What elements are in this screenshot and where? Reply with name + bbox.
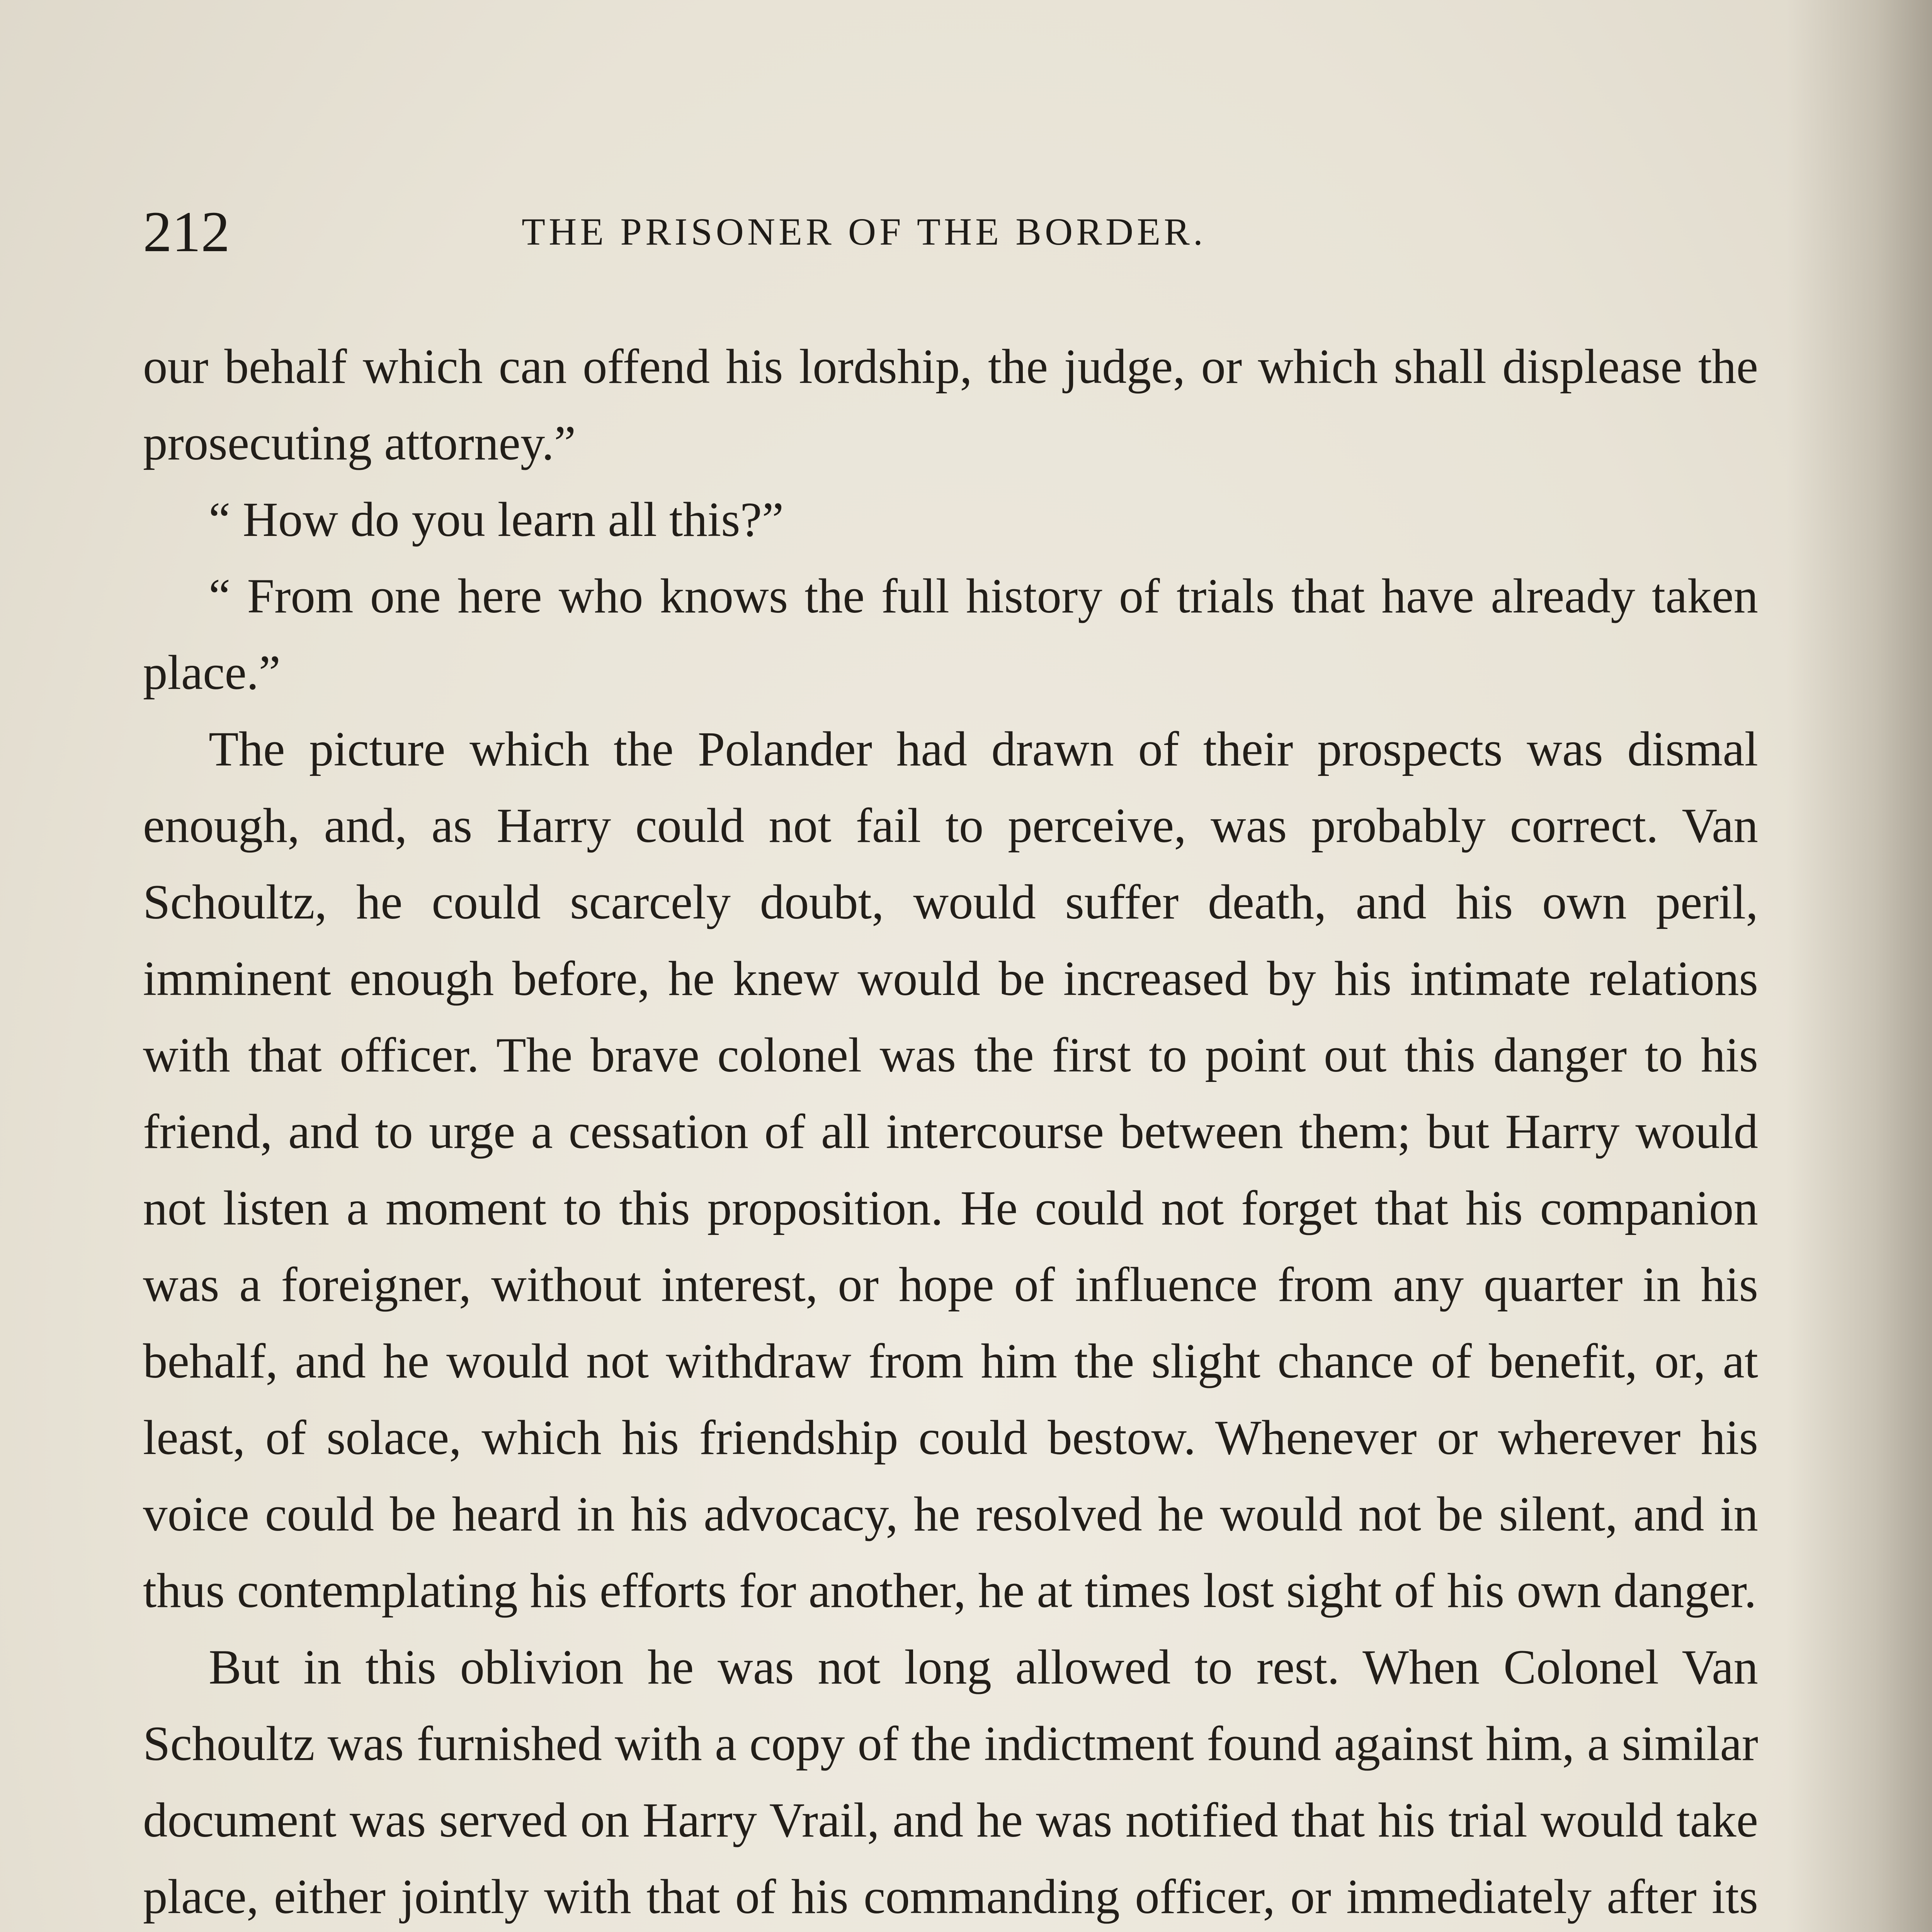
paragraph: “ From one here who knows the full history of trials that have already taken place.” [143, 569, 1758, 700]
body-text [143, 328, 1758, 1932]
page-number: 212 [143, 200, 230, 264]
paragraph: our behalf which can offend his lordship, the judge, or which shall displease the prosecuting attorney.” [143, 340, 1758, 470]
paragraph: But in this oblivion he was not long allowed to rest. When Colonel Van Schoultz was furnished with a copy of the indictment found against him, a similar document was served on Harry Vrail, and he was notified that his trial would take place, either jointly with that of his commanding officer, or immediately after its [143, 1640, 1758, 1924]
running-head: THE PRISONER OF THE BORDER. [522, 210, 1206, 253]
paragraph: The picture which the Polander had drawn of their prospects was dismal enough, and, as Harry could not fail to perceive, was probably correct. Van Schoultz, he could scarcely doubt, would suffer death, and his own peril, imminent enough before, he knew would be increased by his intimate relations with that officer. The brave colonel was the first to point out this danger to his friend, and to urge a cessation of all intercourse between them; but Harry would not listen a moment to this proposition. He could not forget that his companion was a foreigner, without interest, or hope of influence from any quarter in his behalf, and he would not withdraw from him the slight chance of benefit, or, at least, of solace, which his friendship could bestow. Whenever or wherever his voice could be heard in his advocacy, he resolved he would not be silent, and in thus contemplating his efforts for another, he at times lost sight of his own danger. [143, 722, 1758, 1618]
page-edge-shadow [1787, 0, 1932, 1932]
paragraph: “ How do you learn all this?” [209, 493, 784, 547]
page-header [143, 193, 1758, 270]
